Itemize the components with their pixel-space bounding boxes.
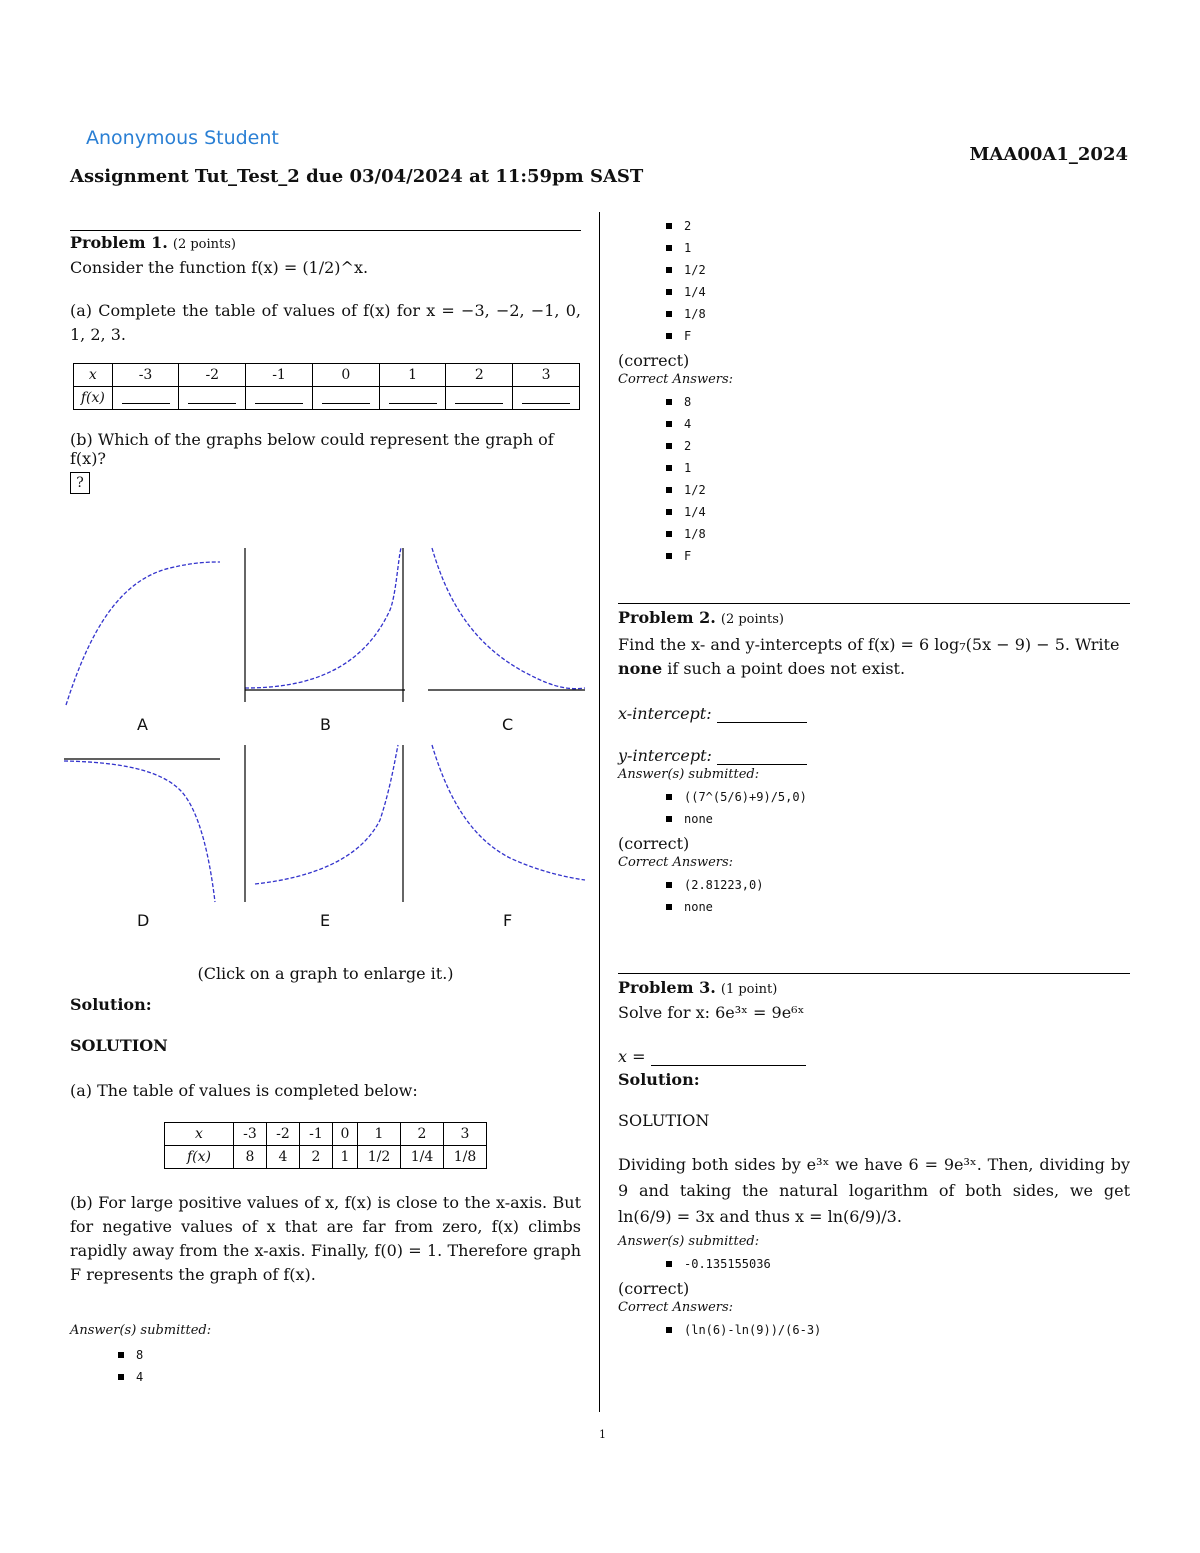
- problem-2-statement: Find the x- and y-intercepts of f(x) = 6 log₇(5x − 9) − 5. Write: [618, 635, 1120, 654]
- problem-1-heading: [70, 233, 581, 252]
- solution-heading: SOLUTION: [70, 1036, 168, 1055]
- problem-1-intro: Consider the function f(x) = (1/2)^x.: [70, 258, 369, 277]
- answer-blank-cell[interactable]: [246, 387, 313, 410]
- problem-2-none-word: none: [618, 659, 663, 678]
- list-item: 1/4: [618, 281, 1130, 303]
- status: (correct): [618, 834, 690, 853]
- table-cell: x: [165, 1123, 234, 1146]
- solution-table-row: [165, 1146, 487, 1169]
- table-cell: 2: [401, 1123, 444, 1146]
- status: (correct): [618, 1279, 690, 1298]
- values-table-row: [74, 387, 580, 410]
- list-item: (ln(6)-ln(9))/(6-3): [618, 1319, 1130, 1341]
- y-intercept-input[interactable]: [717, 745, 807, 765]
- graph-label-d: D: [137, 911, 150, 930]
- correct-label: Correct Answers:: [618, 855, 734, 870]
- page-number: 1: [599, 1428, 606, 1441]
- problem-1-answers-cont: [618, 215, 1130, 567]
- problem-3-correct-list: [618, 1319, 1130, 1341]
- problem-2-points: (2 points): [720, 612, 784, 627]
- graph-d-curve: [64, 761, 215, 902]
- table-cell: f(x): [74, 387, 113, 410]
- list-item: 1: [618, 237, 1130, 259]
- table-cell: -1: [246, 364, 313, 387]
- table-cell: 0: [312, 364, 379, 387]
- x-answer-row: [618, 1046, 1130, 1066]
- submitted-label: Answer(s) submitted:: [618, 1234, 760, 1249]
- table-cell: x: [74, 364, 113, 387]
- table-cell: 8: [234, 1146, 267, 1169]
- graph-c-curve: [432, 548, 585, 689]
- solution-label: Solution:: [70, 995, 152, 1014]
- x-answer-label: x =: [618, 1047, 646, 1066]
- graph-label-e: E: [320, 911, 331, 930]
- list-item: (2.81223,0): [618, 874, 1130, 896]
- problem-2-statement-end: if such a point does not exist.: [662, 659, 906, 678]
- answer-blank-cell[interactable]: [179, 387, 246, 410]
- table-cell: 2: [300, 1146, 333, 1169]
- column-divider: [599, 212, 600, 1412]
- graph-select[interactable]: ?: [70, 472, 90, 494]
- answer-blank-cell[interactable]: [379, 387, 446, 410]
- graph-a-curve: [66, 562, 220, 705]
- table-cell: -2: [267, 1123, 300, 1146]
- problem-2-submitted-list: [618, 786, 1130, 830]
- table-cell: 3: [444, 1123, 487, 1146]
- graph-label-a: A: [137, 715, 148, 734]
- table-cell: 1/4: [401, 1146, 444, 1169]
- table-cell: 1: [379, 364, 446, 387]
- problem-3: [618, 973, 1130, 1341]
- list-item: -0.135155036: [618, 1253, 1130, 1275]
- problem-2: [618, 603, 1130, 918]
- list-item: 1: [618, 457, 1130, 479]
- table-cell: 1/8: [444, 1146, 487, 1169]
- list-item: none: [618, 808, 1130, 830]
- problem-3-text: Solve for x: 6e³ˣ = 9e⁶ˣ: [618, 1003, 805, 1022]
- problem-1-part-b: (b) Which of the graphs below could represent the graph of f(x)?: [70, 430, 554, 468]
- problem-3-title: Problem 3.: [618, 978, 716, 997]
- table-cell: -1: [300, 1123, 333, 1146]
- graph-label-c: C: [502, 715, 514, 734]
- solution-text: Dividing both sides by e³ˣ we have 6 = 9e³ˣ. Then, dividing by 9 and taking the natural logarithm of both sides, we get ln(6/9) = 3x and thus x = ln(6/9)/3.: [618, 1155, 1130, 1226]
- list-item: 1/8: [618, 523, 1130, 545]
- x-intercept-input[interactable]: [717, 703, 807, 723]
- problem-2-heading: [618, 608, 1130, 627]
- solution-heading: SOLUTION: [618, 1111, 710, 1130]
- table-cell: -3: [112, 364, 179, 387]
- solution-table-header: [165, 1123, 487, 1146]
- student-name: Anonymous Student: [86, 127, 279, 149]
- graph-f-curve: [432, 745, 585, 880]
- graph-b-curve: [245, 548, 401, 688]
- solution-label: Solution:: [618, 1070, 700, 1089]
- list-item: none: [618, 896, 1130, 918]
- table-cell: -3: [234, 1123, 267, 1146]
- list-item: 4: [618, 413, 1130, 435]
- click-note: (Click on a graph to enlarge it.): [197, 964, 454, 983]
- problem-2-rule: [618, 603, 1130, 604]
- values-table: [73, 363, 580, 410]
- graph-label-f: F: [503, 911, 513, 930]
- list-item: 1/4: [618, 501, 1130, 523]
- table-cell: 4: [267, 1146, 300, 1169]
- graph-label-b: B: [320, 715, 331, 734]
- table-cell: 2: [446, 364, 513, 387]
- x-intercept-row: [618, 703, 1130, 723]
- graph-e-curve: [255, 745, 398, 884]
- problem-1-part-a: (a) Complete the table of values of f(x) for x = −3, −2, −1, 0, 1, 2, 3.: [70, 301, 581, 344]
- y-intercept-row: [618, 745, 1130, 765]
- course-code: MAA00A1_2024: [969, 144, 1128, 165]
- problem-1-title: Problem 1.: [70, 233, 168, 252]
- problem-1-correct-list: [618, 391, 1130, 567]
- problem-1-submitted-list-right: [618, 215, 1130, 347]
- y-intercept-label: y-intercept:: [618, 746, 712, 765]
- problem-3-rule: [618, 973, 1130, 974]
- problem-3-submitted-list: [618, 1253, 1130, 1275]
- list-item: 1/2: [618, 479, 1130, 501]
- problem-1-points: (2 points): [172, 237, 236, 252]
- solution-table: [164, 1122, 487, 1169]
- answer-blank-cell[interactable]: [112, 387, 179, 410]
- answer-blank-cell[interactable]: [446, 387, 513, 410]
- submitted-label: Answer(s) submitted:: [618, 767, 760, 782]
- correct-label: Correct Answers:: [618, 372, 734, 387]
- problem-3-heading: [618, 978, 1130, 997]
- table-cell: 1: [358, 1123, 401, 1146]
- table-cell: 1/2: [358, 1146, 401, 1169]
- problem-1-solution: [70, 964, 581, 1388]
- list-item: ((7^(5/6)+9)/5,0): [618, 786, 1130, 808]
- list-item: 2: [618, 435, 1130, 457]
- problem-3-points: (1 point): [720, 982, 778, 997]
- table-cell: 1: [333, 1146, 358, 1169]
- problem-1-rule: [70, 230, 581, 231]
- problem-1-submitted-list-left: [70, 1344, 581, 1388]
- problem-2-text: [618, 633, 1130, 681]
- status: (correct): [618, 351, 690, 370]
- x-answer-input[interactable]: [651, 1046, 806, 1066]
- submitted-label: Answer(s) submitted:: [70, 1323, 212, 1338]
- problem-1: [70, 230, 581, 494]
- table-cell: 0: [333, 1123, 358, 1146]
- table-cell: -2: [179, 364, 246, 387]
- list-item: 8: [618, 391, 1130, 413]
- values-table-header: [74, 364, 580, 387]
- solution-part-a: (a) The table of values is completed below:: [70, 1081, 418, 1100]
- table-cell: 3: [513, 364, 580, 387]
- list-item: 8: [70, 1344, 581, 1366]
- list-item: F: [618, 545, 1130, 567]
- list-item: 2: [618, 215, 1130, 237]
- list-item: 1/2: [618, 259, 1130, 281]
- answer-blank-cell[interactable]: [312, 387, 379, 410]
- assignment-title: Assignment Tut_Test_2 due 03/04/2024 at 11:59pm SAST: [70, 166, 644, 187]
- list-item: 4: [70, 1366, 581, 1388]
- list-item: 1/8: [618, 303, 1130, 325]
- problem-2-title: Problem 2.: [618, 608, 716, 627]
- answer-blank-cell[interactable]: [513, 387, 580, 410]
- correct-label: Correct Answers:: [618, 1300, 734, 1315]
- x-intercept-label: x-intercept:: [618, 704, 712, 723]
- problem-2-correct-list: [618, 874, 1130, 918]
- list-item: F: [618, 325, 1130, 347]
- table-cell: f(x): [165, 1146, 234, 1169]
- solution-part-b: (b) For large positive values of x, f(x) is close to the x-axis. But for negative values of x that are far from zero, f(x) climbs rapidly away from the x-axis. Finally, f(0) = 1. Therefore graph F represents the graph of f(x).: [70, 1193, 581, 1284]
